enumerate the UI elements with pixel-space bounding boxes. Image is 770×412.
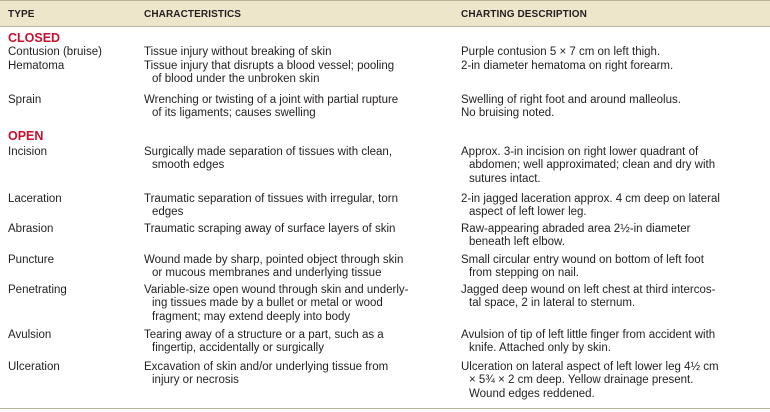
row-type-ulceration: Ulceration <box>8 361 60 373</box>
char-line: smooth edges <box>152 159 225 172</box>
row-description-penetrating <box>461 284 766 311</box>
section-title-closed: CLOSED <box>8 31 61 45</box>
row-characteristics-contusion <box>144 46 444 59</box>
row-characteristics-abrasion <box>144 223 444 236</box>
desc-line: Ulceration on lateral aspect of left lower leg 4½ cm <box>461 361 719 373</box>
desc-line: Jagged deep wound on left chest at third intercos- <box>461 284 716 296</box>
row-characteristics-incision <box>144 146 444 173</box>
desc-line: abdomen; well approximated; clean and dry with <box>469 159 716 172</box>
row-description-contusion <box>461 46 766 59</box>
row-description-incision <box>461 146 766 186</box>
row-type-puncture: Puncture <box>8 254 55 266</box>
char-line: ing tissues made by a bullet or metal or wood <box>152 297 383 310</box>
row-characteristics-hematoma <box>144 60 444 87</box>
row-characteristics-ulceration <box>144 361 444 388</box>
row-type-sprain: Sprain <box>8 94 42 106</box>
table-header <box>0 0 770 27</box>
row-type-penetrating: Penetrating <box>8 284 67 296</box>
row-characteristics-laceration <box>144 193 444 220</box>
row-description-laceration <box>461 193 766 220</box>
desc-line: Approx. 3-in incision on right lower quadrant of <box>461 146 699 158</box>
desc-line: Raw-appearing abraded area 2½-in diameter <box>461 223 691 235</box>
row-description-hematoma <box>461 60 766 73</box>
section-title-open: OPEN <box>8 129 44 143</box>
char-line: of blood under the unbroken skin <box>152 73 320 86</box>
row-characteristics-avulsion <box>144 329 444 356</box>
char-line: Tissue injury that disrupts a blood vessel; pooling <box>144 60 395 72</box>
char-line: fingertip, accidentally or surgically <box>152 342 324 355</box>
row-description-sprain <box>461 94 766 121</box>
desc-line: 2-in jagged laceration approx. 4 cm deep on lateral <box>461 193 720 205</box>
char-line: injury or necrosis <box>152 374 239 387</box>
row-type-incision: Incision <box>8 146 47 158</box>
desc-line: 2-in diameter hematoma on right forearm. <box>461 60 674 72</box>
table-bottom-rule <box>0 408 770 409</box>
char-line: Tissue injury without breaking of skin <box>144 46 332 58</box>
char-line: or mucous membranes and underlying tissue <box>152 267 382 280</box>
header-type: TYPE <box>8 9 35 20</box>
desc-line: from stepping on nail. <box>469 267 579 280</box>
char-line: of its ligaments; causes swelling <box>152 107 316 120</box>
desc-line: Wound edges reddened. <box>469 387 595 400</box>
row-type-avulsion: Avulsion <box>8 329 52 341</box>
desc-line: Avulsion of tip of left little finger from accident with <box>461 329 716 341</box>
desc-line: × 5¾ × 2 cm deep. Yellow drainage present. <box>469 374 694 387</box>
header-charting-description: CHARTING DESCRIPTION <box>461 9 587 20</box>
desc-line: beneath left elbow. <box>469 236 565 249</box>
char-line: edges <box>152 206 184 219</box>
char-line: Wound made by sharp, pointed object through skin <box>144 254 404 266</box>
row-description-avulsion <box>461 329 766 356</box>
row-type-abrasion: Abrasion <box>8 223 54 235</box>
row-description-ulceration <box>461 361 766 401</box>
row-description-abrasion <box>461 223 766 250</box>
row-type-laceration: Laceration <box>8 193 62 205</box>
char-line: Tearing away of a structure or a part, such as a <box>144 329 384 341</box>
row-characteristics-penetrating <box>144 284 444 324</box>
desc-line: aspect of left lower leg. <box>469 206 587 219</box>
char-line: Variable-size open wound through skin and underly- <box>144 284 409 296</box>
desc-line: Purple contusion 5 × 7 cm on left thigh. <box>461 46 661 58</box>
desc-line: Swelling of right foot and around malleolus. <box>461 94 681 106</box>
char-line: fragment; may extend deeply into body <box>152 310 351 323</box>
row-description-puncture <box>461 254 766 281</box>
row-type-contusion: Contusion (bruise) <box>8 46 102 58</box>
desc-line: tal space, 2 in lateral to sternum. <box>469 297 636 310</box>
header-characteristics: CHARACTERISTICS <box>144 9 242 20</box>
char-line: Wrenching or twisting of a joint with partial rupture <box>144 94 399 106</box>
char-line: Excavation of skin and/or underlying tissue from <box>144 361 389 373</box>
row-characteristics-puncture <box>144 254 444 281</box>
row-characteristics-sprain <box>144 94 444 121</box>
row-type-hematoma: Hematoma <box>8 60 65 72</box>
char-line: Surgically made separation of tissues with clean, <box>144 146 393 158</box>
char-line: Traumatic scraping away of surface layers of skin <box>144 223 396 235</box>
desc-line: sutures intact. <box>469 172 541 185</box>
char-line: Traumatic separation of tissues with irregular, torn <box>144 193 398 205</box>
desc-line: Small circular entry wound on bottom of left foot <box>461 254 704 266</box>
desc-line: knife. Attached only by skin. <box>469 342 611 355</box>
desc-line: No bruising noted. <box>461 107 555 120</box>
